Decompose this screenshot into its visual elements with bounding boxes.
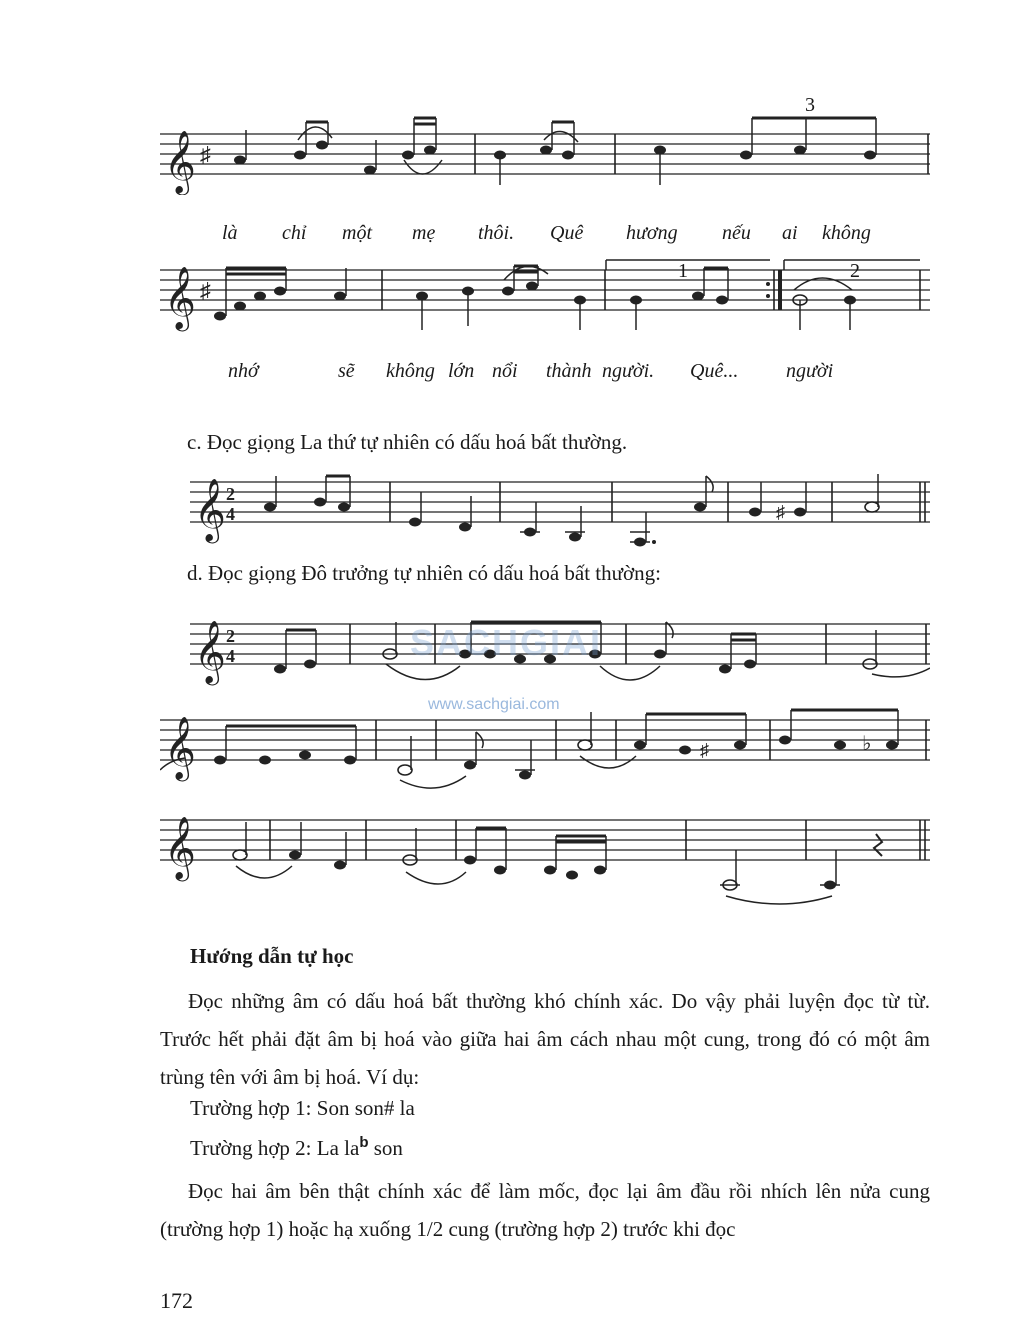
lyric-word: mẹ	[412, 222, 436, 244]
exercise-d-staff-3	[160, 800, 930, 910]
watermark-url: www.sachgiai.com	[428, 696, 560, 713]
guide-paragraph-1	[160, 982, 930, 1096]
guide-case-2	[190, 1134, 403, 1161]
page-number: 172	[160, 1288, 193, 1313]
treble-clef-icon: 𝄞	[164, 266, 196, 329]
guide-paragraph-1-text: Đọc những âm có dấu hoá bất thường khó chính xác. Do vậy phải luyện đọc từ từ. Trước hết phải đặt âm bị hoá vào giữa hai âm cách nhau một cung, trong đó có một âm trùng tên với âm bị hoá. Ví dụ:	[160, 989, 930, 1089]
guide-paragraph-2-text: Đọc hai âm bên thật chính xác để làm mốc, đọc lại âm đầu rồi nhích lên nửa cung (trường hợp 1) hoặc hạ xuống 1/2 cung (trường hợp 2) trước khi đọc	[160, 1179, 930, 1241]
song-staff-1	[160, 94, 930, 195]
guide-title: Hướng dẫn tự học	[190, 944, 354, 968]
treble-clef-icon: 𝄞	[194, 478, 226, 541]
flat-icon: ♭	[862, 733, 872, 755]
treble-clef-icon: 𝄞	[164, 716, 196, 779]
lyric-word: chỉ	[282, 222, 307, 244]
lyric-word: ai	[782, 222, 798, 244]
lyric-word: nếu	[722, 222, 751, 244]
time-sig-top: 2	[226, 484, 235, 504]
lyric-word: không	[822, 222, 871, 244]
lyric-word: một	[342, 222, 372, 244]
lyric-word: là	[222, 222, 238, 244]
exercise-c-staff	[160, 468, 930, 558]
exercise-d-staff-2	[160, 700, 930, 790]
guide-case-1: Trường hợp 1: Son son# la	[190, 1096, 415, 1120]
lyric-word: nổi	[492, 360, 518, 382]
time-sig-top: 2	[226, 626, 235, 646]
song-lyrics-1	[160, 222, 930, 252]
triplet-mark: 3	[805, 94, 815, 116]
lyric-word: người	[786, 360, 834, 382]
time-sig-bottom: 4	[226, 504, 235, 524]
volta-1-label: 1	[678, 260, 688, 282]
song-lyrics-2	[160, 360, 930, 390]
sharp-icon: ♯	[700, 740, 709, 760]
exercise-d-staff-1	[160, 604, 930, 694]
volta-2-label: 2	[850, 260, 860, 282]
guide-case-2-prefix: Trường hợp 2: La la	[190, 1136, 360, 1160]
lyric-word: hương	[626, 222, 678, 244]
song-staff-2	[160, 256, 930, 351]
lyric-word: người.	[602, 360, 655, 382]
guide-paragraph-2	[160, 1172, 930, 1248]
lyric-word: Quê	[550, 222, 584, 244]
lyric-word: nhớ	[228, 360, 259, 382]
guide-case-2-suffix: son	[368, 1136, 403, 1160]
exercise-c-heading: c. Đọc giọng La thứ tự nhiên có dấu hoá bất thường.	[187, 430, 628, 454]
watermark-logo: SACHGIAI	[410, 622, 603, 663]
exercise-d-heading: d. Đọc giọng Đô trưởng tự nhiên có dấu hoá bất thường:	[187, 561, 661, 585]
lyric-word: lớn	[448, 360, 475, 382]
flat-superscript: b	[359, 1134, 369, 1151]
lyric-word: sẽ	[338, 360, 355, 382]
lyric-word: thành	[546, 360, 592, 382]
lyric-word: Quê...	[690, 360, 739, 382]
sharp-icon: ♯	[776, 502, 785, 522]
sharp-icon: ♯	[200, 278, 211, 303]
lyric-word: thôi.	[478, 222, 515, 244]
time-sig-bottom: 4	[226, 646, 235, 666]
treble-clef-icon: 𝄞	[164, 816, 196, 879]
sharp-icon: ♯	[200, 142, 211, 167]
treble-clef-icon: 𝄞	[194, 620, 226, 683]
lyric-word: không	[386, 360, 435, 382]
treble-clef-icon: 𝄞	[164, 130, 196, 193]
